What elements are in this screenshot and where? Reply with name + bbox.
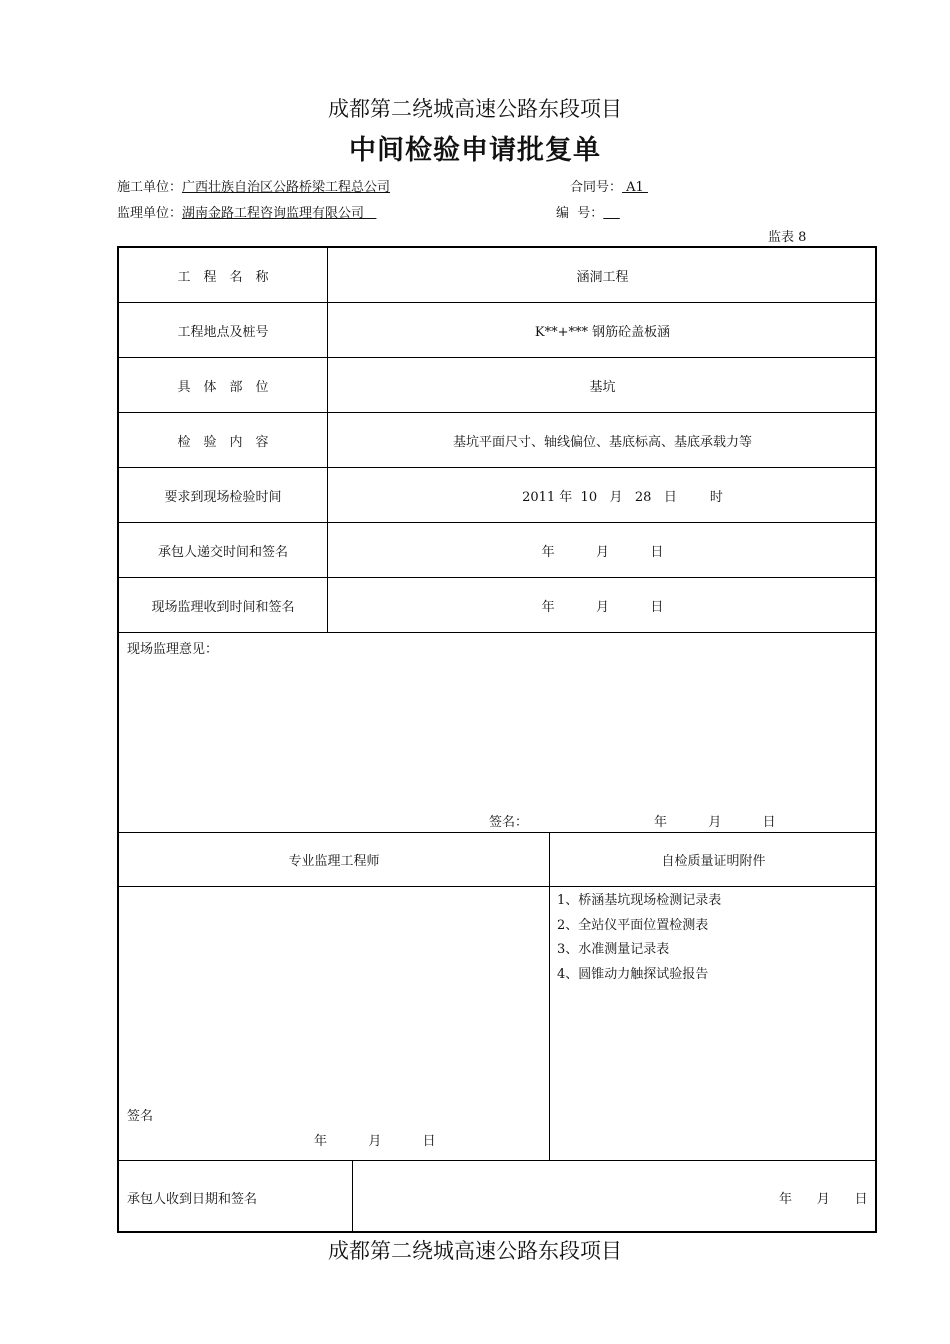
- request-time-label: 要求到现场检验时间: [164, 489, 282, 505]
- contractor-value: 广西壮族自治区公路桥梁工程总公司: [182, 180, 391, 195]
- contractor-line: [117, 176, 390, 195]
- contract-no-value: A1: [622, 180, 648, 195]
- footer-project-title: 成都第二绕城高速公路东段项目: [328, 1239, 622, 1263]
- opinion-sign-label: 签名：: [489, 815, 529, 830]
- supervisor-line: [117, 202, 376, 221]
- serial-line: [556, 202, 620, 221]
- content-label: 检 验 内 容: [177, 434, 269, 450]
- form-code: 监表 8: [768, 230, 807, 245]
- attachments-header: 自检质量证明附件: [661, 854, 766, 869]
- serial-label: 编 号：: [556, 206, 604, 221]
- location-value: K**+*** 钢筋砼盖板涵: [534, 324, 671, 340]
- receive-time-label: 现场监理收到时间和签名: [151, 599, 295, 615]
- part-label: 具 体 部 位: [177, 379, 269, 395]
- opinion-label: 现场监理意见：: [127, 642, 219, 657]
- submit-time-value: 年 月 日: [541, 544, 664, 560]
- content-value: 基坑平面尺寸、轴线偏位、基底标高、基底承载力等: [452, 434, 752, 450]
- contractor-receipt-label: 承包人收到日期和签名: [127, 1192, 258, 1207]
- receive-time-value: 年 月 日: [541, 599, 664, 615]
- supervisor-value: 湖南金路工程咨询监理有限公司: [182, 206, 377, 221]
- contractor-label: 施工单位：: [117, 180, 183, 195]
- project-name-label: 工 程 名 称: [177, 269, 269, 285]
- project-title: 成都第二绕城高速公路东段项目: [328, 97, 622, 121]
- serial-value: [603, 206, 620, 221]
- opinion-date: 年 月 日: [654, 815, 776, 830]
- submit-time-label: 承包人递交时间和签名: [157, 544, 288, 560]
- list-item: 4、圆锥动力触探试验报告: [557, 966, 709, 982]
- contractor-receipt-date: 年 月 日: [779, 1192, 868, 1207]
- request-time-value: 2011 年 10 月 28 日 时: [522, 489, 723, 505]
- project-name-value: 涵洞工程: [576, 269, 629, 285]
- location-label: 工程地点及桩号: [177, 324, 269, 340]
- list-item: 1、桥涵基坑现场检测记录表: [557, 893, 722, 908]
- engineer-date: 年 月 日: [314, 1134, 436, 1149]
- contract-no-line: [570, 176, 648, 195]
- attachments-list: [557, 889, 721, 987]
- list-item: 2、全站仪平面位置检测表: [557, 917, 709, 933]
- list-item: 3、水准测量记录表: [557, 942, 670, 957]
- inspection-form-table: [117, 246, 877, 1233]
- part-value: 基坑: [589, 379, 616, 395]
- engineer-header: 专业监理工程师: [288, 854, 380, 869]
- engineer-sign-label: 签名: [127, 1109, 154, 1124]
- form-title: 中间检验申请批复单: [349, 135, 601, 166]
- contract-no-label: 合同号：: [570, 180, 623, 195]
- supervisor-label: 监理单位：: [117, 206, 183, 221]
